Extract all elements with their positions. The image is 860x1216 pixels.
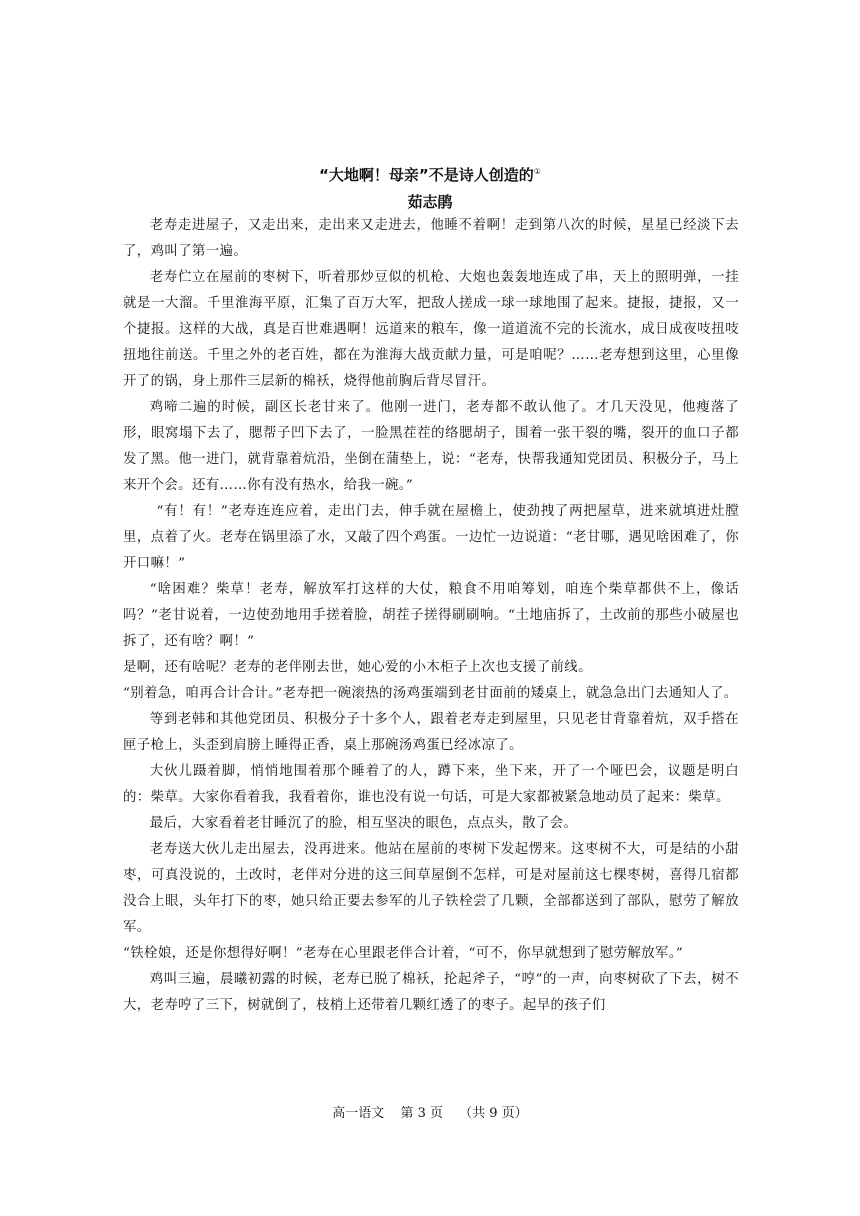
article-title-text: “大地啊！母亲”不是诗人创造的	[319, 166, 534, 184]
paragraph: 老寿送大伙儿走出屋去，没再进来。他站在屋前的枣树下发起愣来。这枣树不大，可是结的小甜枣，可真没说的，土改时，老伴对分进的这三间草屋倒不怎样，可是对屋前这七棵枣树，喜得几宿都没合上眼，头年打下的枣，她只给正要去参军的儿子铁栓尝了几颗，全部都送到了部队，慰劳了解放军。	[123, 842, 739, 935]
paragraph: 是啊，还有啥呢？老寿的老伴刚去世，她心爱的小木柜子上次也支援了前线。	[123, 660, 592, 675]
paragraph: 鸡啼二遍的时候，副区长老甘来了。他刚一进门，老寿都不敢认他了。才几天没见，他瘦落了形，眼窝塌下去了，腮帮子凹下去了，一脸黑茬茬的络腮胡子，围着一张干裂的嘴，裂开的血口子都发了黑。他一进门，就背靠着炕沿，坐倒在蒲垫上，说：“老寿，快帮我通知党团员、积极分子，马上来开个会。还有……你有没有热水，给我一碗。”	[123, 400, 739, 493]
paragraph: 等到老韩和其他党团员、积极分子十多个人，跟着老寿走到屋里，只见老甘背靠着炕，双手搭在匣子枪上，头歪到肩膀上睡得正香，桌上那碗汤鸡蛋已经冰凉了。	[123, 712, 739, 753]
article-body	[123, 213, 739, 1019]
paragraph: 老寿走进屋子，又走出来，走出来又走进去，他睡不着啊！走到第八次的时候，星星已经淡下去了，鸡叫了第一遍。	[123, 218, 739, 259]
paragraph: 鸡叫三遍，晨曦初露的时候，老寿已脱了棉袄，抡起斧子，“哼”的一声，向枣树砍了下去，树不大，老寿哼了三下，树就倒了，枝梢上还带着几颗红透了的枣子。起早的孩子们	[123, 972, 739, 1013]
paragraph: “铁栓娘，还是你想得好啊！”老寿在心里跟老伴合计着，“可不，你早就想到了慰劳解放军。”	[123, 946, 684, 961]
paragraph: 最后，大家看着老甘睡沉了的脸，相互坚决的眼色，点点头，散了会。	[149, 816, 578, 831]
footer-subject: 高一语文	[332, 1106, 385, 1121]
article-author: 茹志鹃	[407, 193, 453, 211]
page-footer	[0, 1102, 860, 1121]
article-title	[0, 164, 860, 185]
footer-total-pages: （共 9 页）	[459, 1106, 528, 1121]
paragraph: “有！有！”老寿连连应着，走出门去，伸手就在屋檐上，使劲拽了两把屋草，进来就填进灶膛里，点着了火。老寿在锅里添了水，又敲了四个鸡蛋。一边忙一边说道：“老甘哪，遇见啥困难了，你开口嘛！”	[123, 504, 739, 571]
footer-page-number: 第 3 页	[400, 1106, 443, 1121]
paragraph: “别着急，咱再合计合计。”老寿把一碗滚热的汤鸡蛋端到老甘面前的矮桌上，就急急出门去通知人了。	[123, 686, 738, 701]
paragraph: 大伙儿蹑着脚，悄悄地围着那个睡着了的人，蹲下来，坐下来，开了一个哑巴会，议题是明白的：柴草。大家你看着我，我看着你，谁也没有说一句话，可是大家都被紧急地动员了起来：柴草。	[123, 764, 739, 805]
footnote-marker: ①	[533, 167, 541, 176]
paragraph: 老寿伫立在屋前的枣树下，听着那炒豆似的机枪、大炮也轰轰地连成了串，天上的照明弹，一挂就是一大溜。千里淮海平原，汇集了百万大军，把敌人搓成一球一球地围了起来。捷报，捷报，又一个捷报。这样的大战，真是百世难遇啊！远道来的粮车，像一道道流不完的长流水，成日成夜吱扭吱扭地往前送。千里之外的老百姓，都在为淮海大战贡献力量，可是咱呢？……老寿想到这里，心里像开了的锅，身上那件三层新的棉袄，烧得他前胸后背尽冒汗。	[123, 270, 739, 389]
paragraph: “啥困难？柴草！老寿，解放军打这样的大仗，粮食不用咱筹划，咱连个柴草都供不上，像话吗？”老甘说着，一边使劲地用手搓着脸，胡茬子搓得刷刷响。“土地庙拆了，土改前的那些小破屋也拆了，还有啥？啊！”	[123, 582, 739, 649]
